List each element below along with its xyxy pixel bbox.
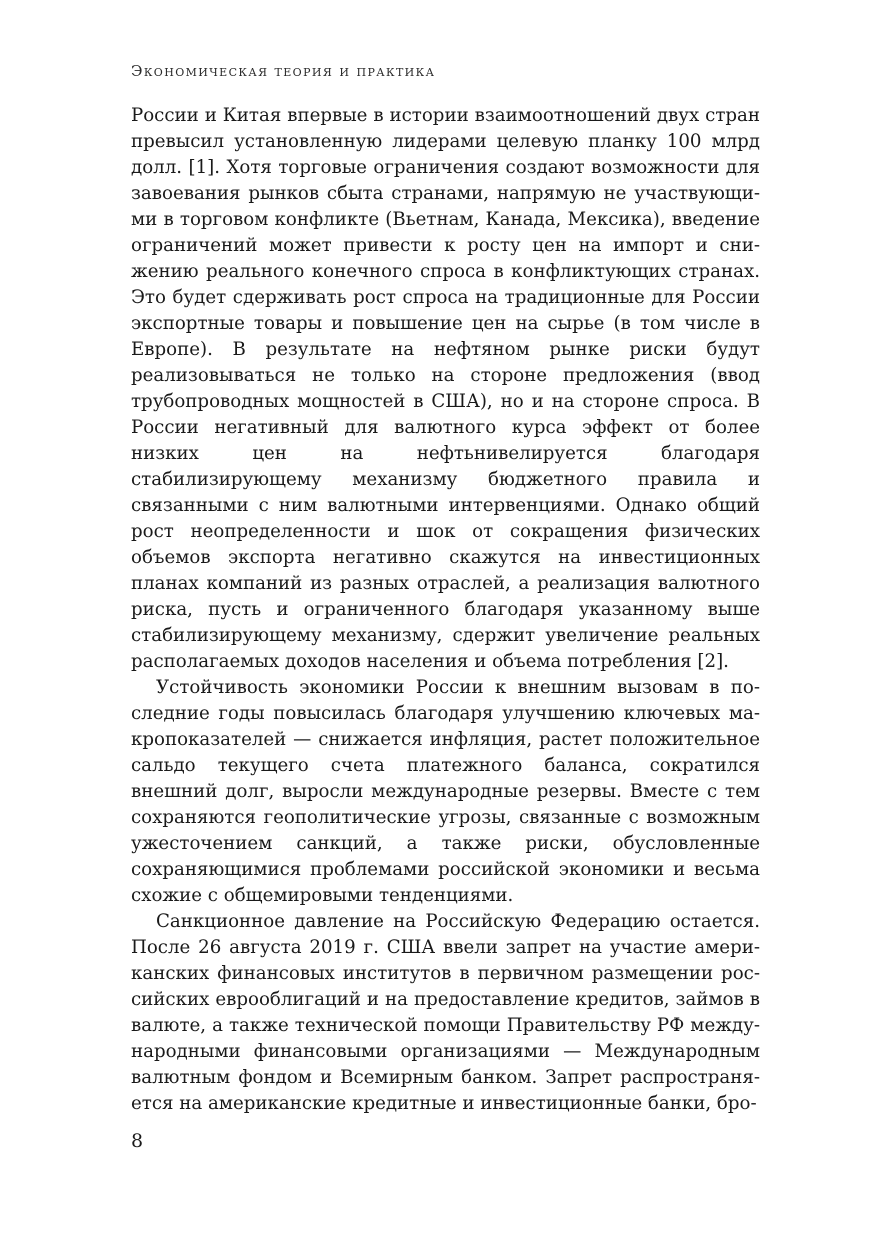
running-header: Экономическая теория и практика <box>131 62 436 80</box>
body-text <box>131 103 760 1117</box>
paragraph-resilience: Устойчивость экономики России к внешним вызовам в последние годы повысилась благодаря улучшению ключевых макропоказателей — снижается инфляция, растет положительное сальдо текущего счета платежного баланса, сократился внешний долг, выросли международные резервы. Вместе с тем сохраняются геополитические угрозы, связанные с возможным ужесточением санкций, а также риски, обусловленные сохраняющимися проблемами российской экономики и весьма схожие с общемировыми тенденциями. <box>131 677 760 906</box>
paragraph-sanctions: Санкционное давление на Российскую Федерацию остается. После 26 августа 2019 г. США ввели запрет на участие американских финансовых институтов в первичном размещении российских еврооблигаций и на предоставление кредитов, займов в валюте, а также технической помощи Правительству РФ международными финансовыми организациями — Международным валютным фондом и Всемирным банком. Запрет распространяется на американские кредитные и инвестиционные банки, бро- <box>131 911 760 1114</box>
page-number: 8 <box>131 1130 144 1152</box>
paragraph-continued: России и Китая впервые в истории взаимоотношений двух стран превысил установленную лидерами целевую планку 100 млрд долл. [1]. Хотя торговые ограничения создают возможности для завоевания рынков сбыта странами, напрямую не участвующими в торговом конфликте (Вьетнам, Канада, Мексика), введение ограничений может привести к росту цен на импорт и снижению реального конечного спроса в конфликтующих странах. Это будет сдерживать рост спроса на традиционные для России экспортные товары и повышение цен на сырье (в том числе в Европе). В результате на нефтяном рынке риски будут реализовываться не только на стороне предложения (ввод трубопроводных мощностей в США), но и на стороне спроса. В России негативный для валютного курса эффект от более низких цен на нефтьнивелируется благодаря стабилизирующему механизму бюджетного правила и связанными с ним валютными интервенциями. Однако общий рост неопределенности и шок от сокращения физических объемов экспорта негативно скажутся на инвестиционных планах компаний из разных отраслей, а реализация валютного риска, пусть и ограниченного благодаря указанному выше стабилизирующему механизму, сдержит увеличение реальных располагаемых доходов населения и объема потребления [2]. <box>131 105 760 672</box>
